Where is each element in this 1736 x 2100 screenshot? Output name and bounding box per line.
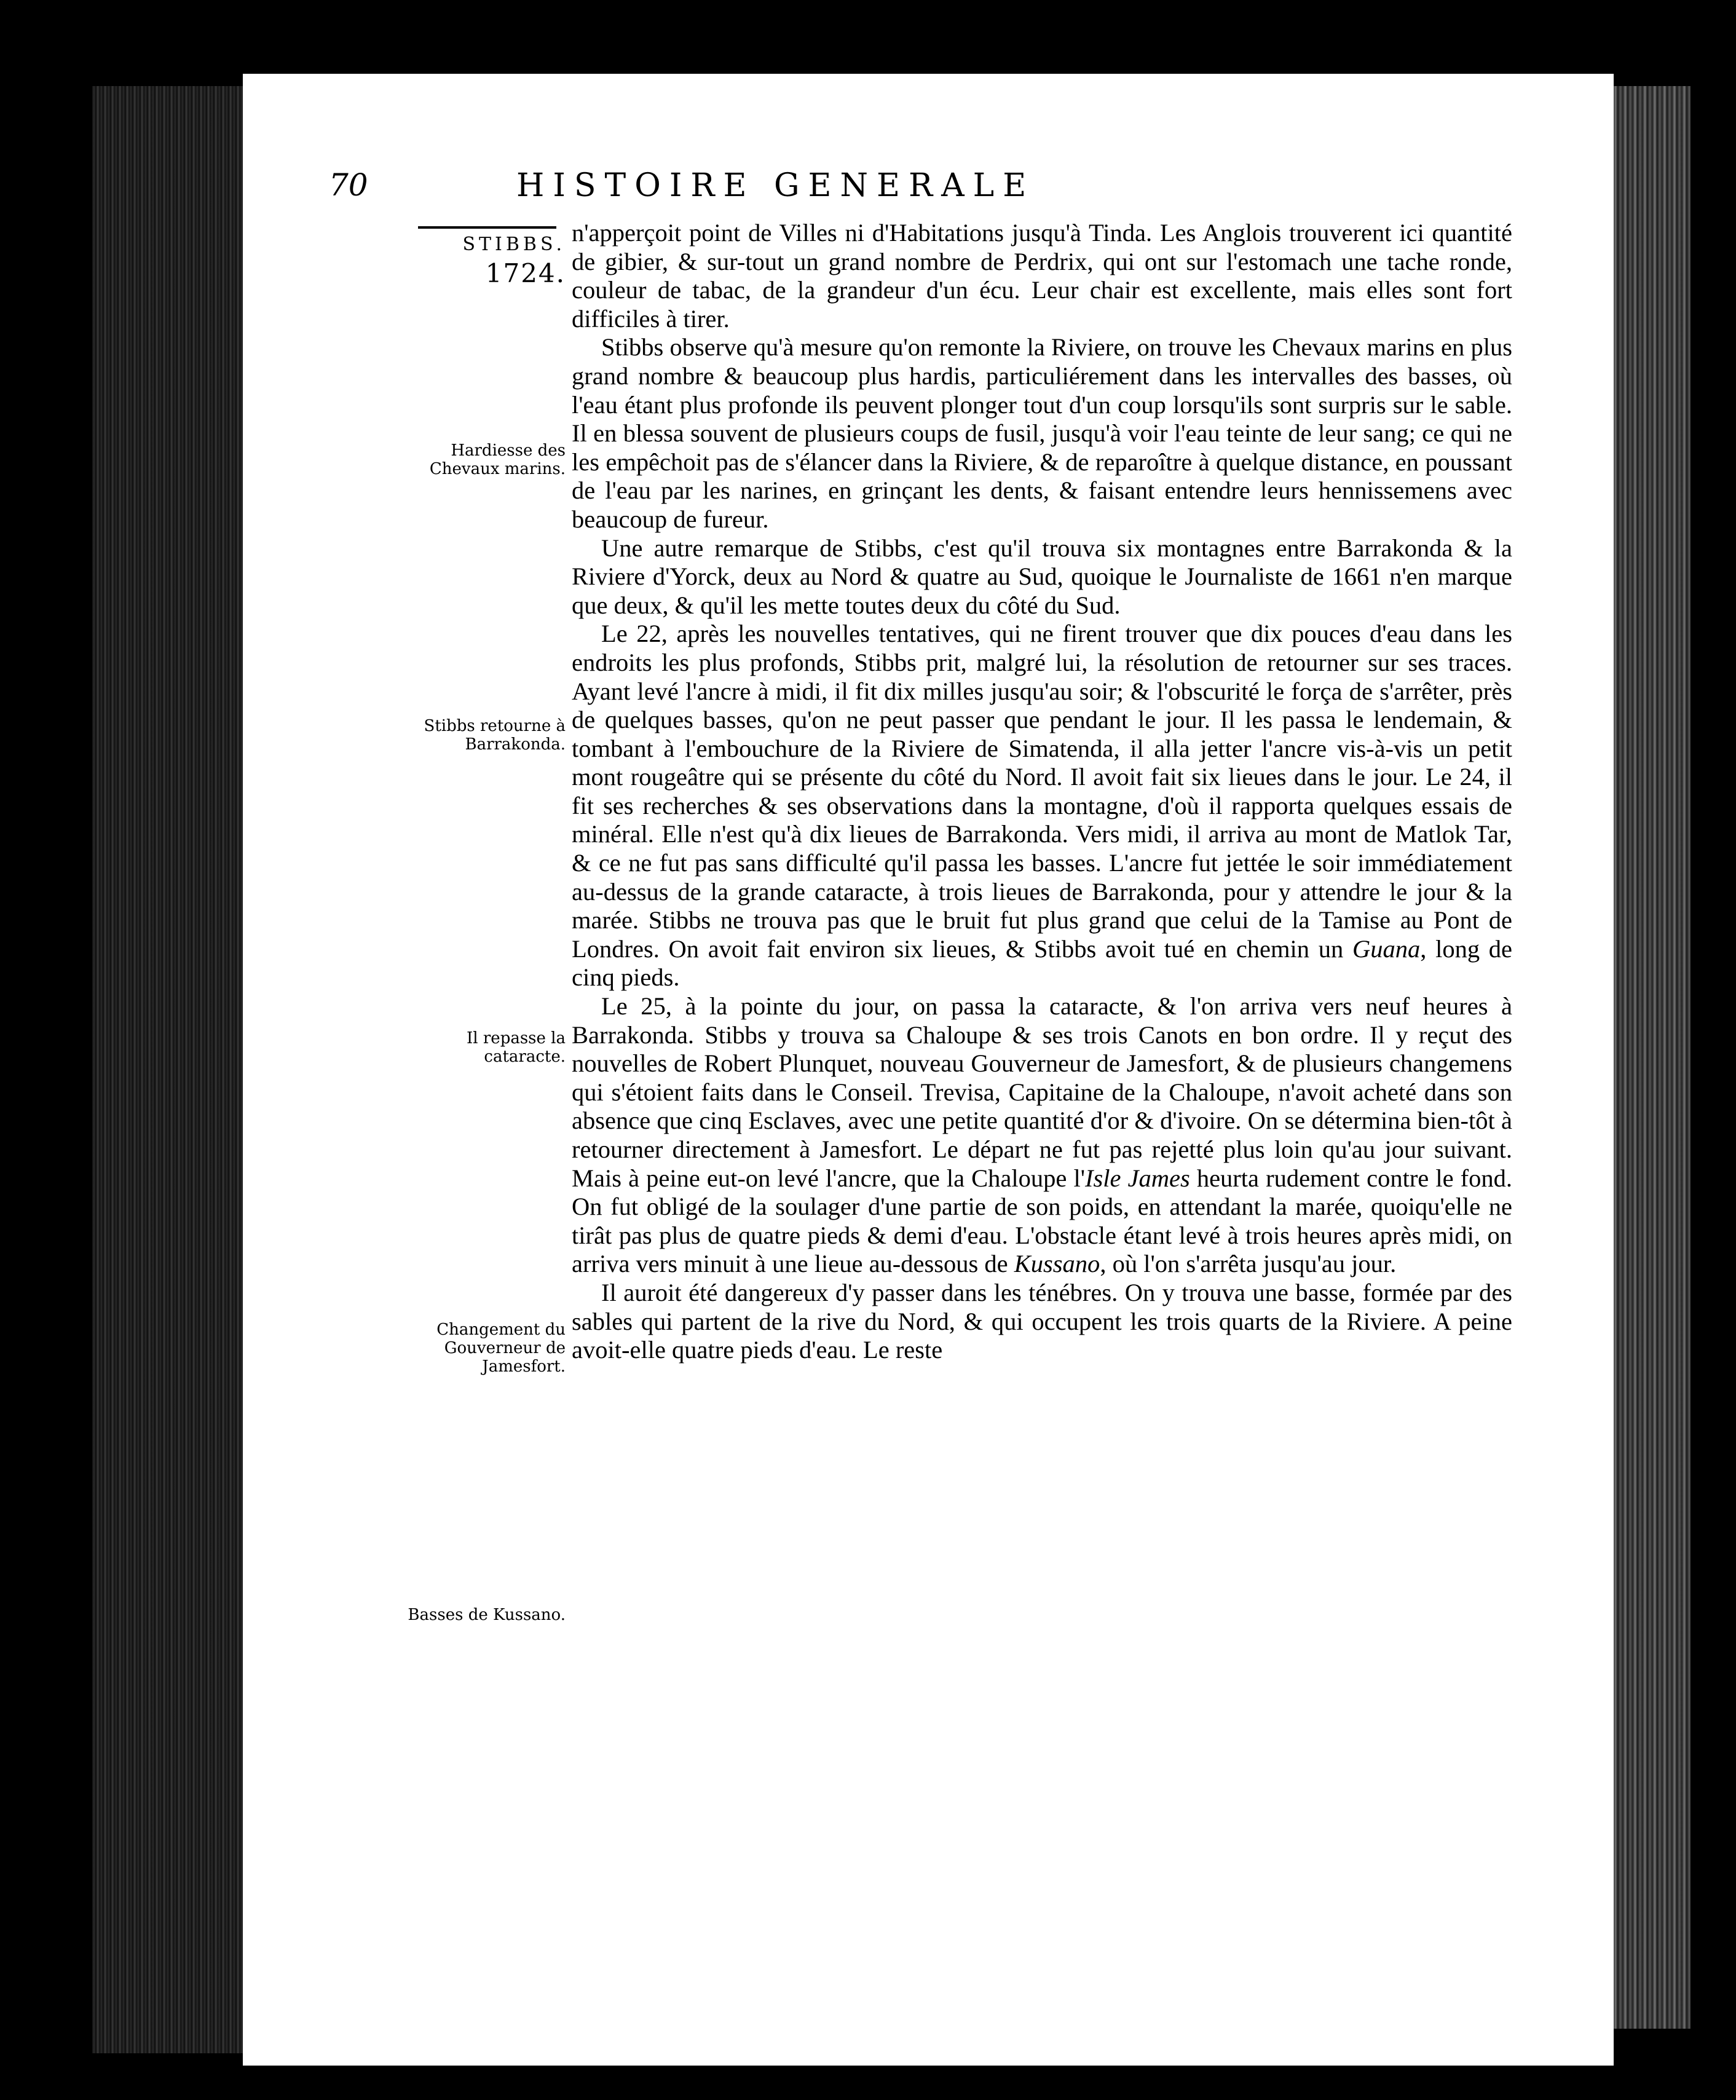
margin-author: STIBBS. — [462, 234, 566, 255]
margin-note-kussano: Basses de Kussano. — [408, 1606, 566, 1624]
italic-term: Kussano — [1014, 1250, 1100, 1278]
italic-term: Isle James — [1085, 1164, 1190, 1192]
text-run: , long de cinq pieds. — [572, 934, 1513, 992]
margin-note-chevaux: Hardiesse des Chevaux marins. — [429, 441, 566, 478]
margin-note-retourne: Stibbs retourne à Barrakonda. — [424, 717, 566, 754]
margin-note-cataracte: Il repasse la cataracte. — [467, 1029, 566, 1066]
paragraph: Il auroit été dangereux d'y passer dans les ténébres. On y trouva une basse, formée par des sables qui partent de la rive du Nord, & qui occupent les trois quarts de la Riviere. A peine avoit-elle quatre pieds d'eau. Le reste — [572, 1278, 1512, 1364]
paragraph: n'apperçoit point de Villes ni d'Habitations jusqu'à Tinda. Les Anglois trouverent ici quantité de gibier, & sur-tout un grand nombre de Perdrix, qui ont sur l'estomach une tache ronde, couleur de tabac, de la grandeur d'un écu. Leur chair est excellente, mais elles sont fort difficiles à tirer. — [572, 219, 1512, 333]
header-rule — [418, 226, 556, 229]
book-left-edge — [92, 86, 249, 2053]
header-title: HISTOIRE GENERALE — [516, 167, 1035, 204]
paragraph: Stibbs observe qu'à mesure qu'on remonte la Riviere, on trouve les Chevaux marins en plus grand nombre & beaucoup plus hardis, particuliérement dans les intervalles des basses, où l'eau étant plus profonde ils peuvent plonger tout d'un coup lorsqu'ils sont surpris sur le sable. Il en blessa souvent de plusieurs coups de fusil, jusqu'à voir l'eau teinte de leur sang; ce qui ne les empêchoit pas de s'élancer dans la Riviere, & de reparoître à quelque distance, en poussant de l'eau par les narines, en grinçant les dents, & faisant entendre leurs hennissemens avec beaucoup de fureur. — [572, 333, 1512, 533]
italic-term: Guana — [1352, 934, 1421, 963]
text-run: heurta rudement contre le fond. On fut obligé de la soulager d'une partie de son poids, en attendant la marée, quoiqu'elle ne tirât pas plus de quatre pieds & demi d'eau. L'obstacle étant levé à trois heures après midi, on arriva vers minuit à une lieue au-dessous de — [572, 1164, 1513, 1278]
text-run: Le 25, à la pointe du jour, on passa la cataracte, & l'on arriva vers neuf heures à Barrakonda. Stibbs y trouva sa Chaloupe & ses trois Canots en bon ordre. Il y reçut des nouvelles de Robert Plunquet, nouveau Gouverneur de Jamesfort, & de plusieurs changemens qui s'étoient faits dans le Conseil. Trevisa, Capitaine de la Chaloupe, n'avoit acheté dans son absence que cinq Esclaves, avec une petite quantité d'or & d'ivoire. On se détermina bien-tôt à retourner directement à Jamesfort. Le départ ne fut pas rejetté plus loin qu'au jour suivant. Mais à peine eut-on levé l'ancre, que la Chaloupe l' — [572, 992, 1512, 1192]
text-run: Le 22, après les nouvelles tentatives, qui ne firent trouver que dix pouces d'eau dans les endroits les plus profonds, Stibbs prit, malgré lui, la résolution de retourner sur ses traces. Ayant levé l'ancre à midi, il fit dix milles jusqu'au soir; & l'obscurité le força de s'arrêter, près de quelques basses, qu'on ne peut passer que pendant le jour. Il les passa le lendemain, & tombant à l'embouchure de la Riviere de Simatenda, il alla jetter l'ancre vis-à-vis un petit mont rougeâtre qui se présente du côté du Nord. Il avoit fait six lieues dans le jour. Le 24, il fit ses recherches & ses observations dans la montagne, d'où il rapporta quelques essais de minéral. Elle n'est qu'à dix lieues de Barrakonda. Vers midi, il arriva au mont de Matlok Tar, & ce ne fut pas sans difficulté qu'il passa les basses. L'ancre fut jettée le soir immédiatement au-dessus de la grande cataracte, à trois lieues de Barrakonda, pour y attendre le jour & la marée. Stibbs ne trouva pas que le bruit fut plus grand que celui de la Tamise au Pont de Londres. On avoit fait environ six lieues, & Stibbs avoit tué en chemin un — [572, 620, 1512, 963]
margin-year: 1724. — [485, 258, 566, 288]
paragraph — [572, 992, 1512, 1279]
margin-note-gouverneur: Changement du Gouverneur de Jamesfort. — [436, 1320, 566, 1376]
running-head — [329, 167, 1374, 216]
text-run: , où l'on s'arrêta jusqu'au jour. — [1100, 1250, 1397, 1278]
body-text — [572, 219, 1512, 1365]
paragraph — [572, 620, 1512, 992]
page-number: 70 — [329, 167, 368, 203]
paragraph: Une autre remarque de Stibbs, c'est qu'il trouva six montagnes entre Barrakonda & la Riviere d'Yorck, deux au Nord & quatre au Sud, quoique le Journaliste de 1661 n'en marque que deux, & qu'il les mette toutes deux du côté du Sud. — [572, 534, 1512, 619]
